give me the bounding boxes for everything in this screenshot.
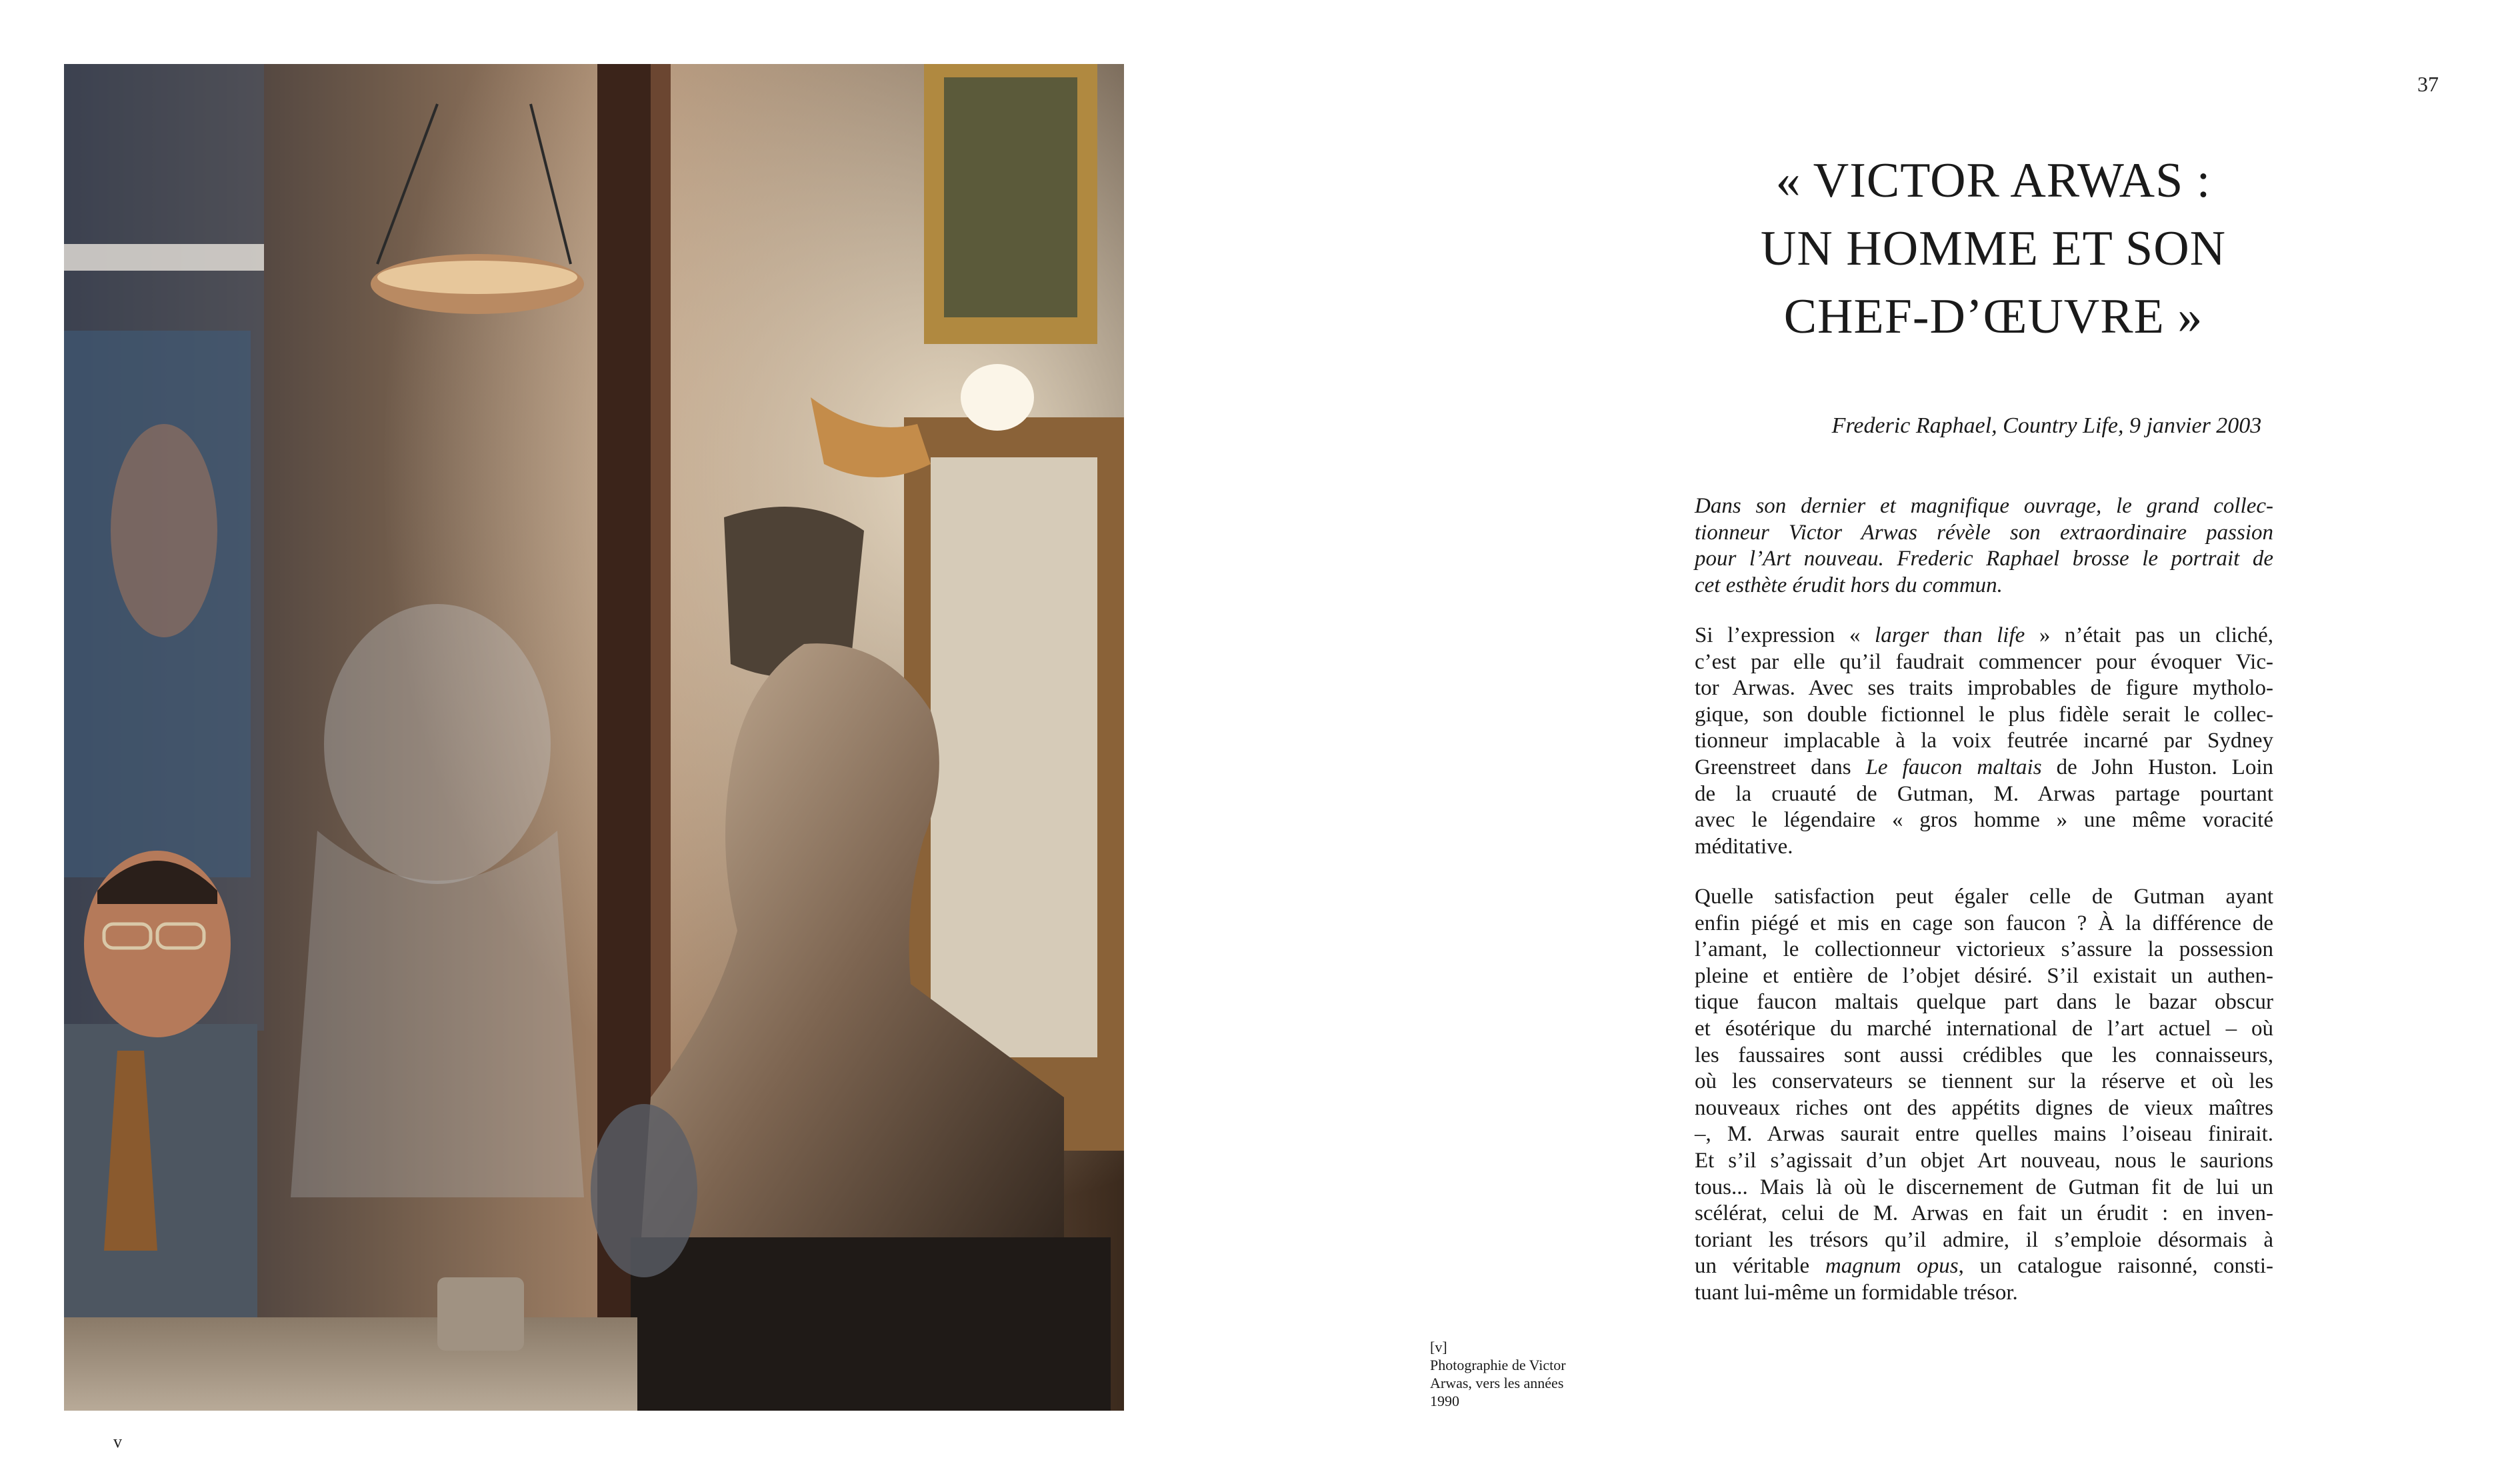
text-line: toriant les trésors qu’il admire, il s’emploie désormais à: [1695, 1227, 2273, 1252]
text-line: tionneur Victor Arwas révèle son extraordinaire passion: [1695, 520, 2273, 545]
text-line: pour l’Art nouveau. Frederic Raphael brosse le portrait de: [1695, 547, 2273, 571]
byline: Frederic Raphael, Country Life, 9 janvier 2003: [1831, 413, 2262, 438]
text-line: Greenstreet dans Le faucon maltais de John Huston. Loin: [1695, 755, 2273, 779]
caption-line: Arwas, vers les années: [1430, 1375, 1564, 1391]
chapter-title: [1627, 147, 2360, 351]
caption-line: Photographie de Victor: [1430, 1357, 1566, 1373]
page-number-left: v: [113, 1432, 122, 1451]
text-line: tique faucon maltais quelque part dans le bazar obscur: [1695, 990, 2273, 1015]
text-line: Dans son dernier et magnifique ouvrage, le grand collec-: [1695, 494, 2273, 518]
text-line: tionneur implacable à la voix feutrée incarné par Sydney: [1695, 729, 2273, 753]
text-line: de la cruauté de Gutman, M. Arwas partage pourtant: [1695, 781, 2273, 806]
text-line: où les conservateurs se tiennent sur la réserve et où les: [1695, 1069, 2273, 1094]
text-line: un véritable magnum opus, un catalogue raisonné, consti-: [1695, 1254, 2274, 1279]
text-line: tor Arwas. Avec ses traits improbables de figure mytholo-: [1695, 676, 2273, 701]
text-line: avec le légendaire « gros homme » une même voracité: [1695, 808, 2273, 833]
text-line: c’est par elle qu’il faudrait commencer pour évoquer Vic-: [1695, 649, 2273, 674]
text-line: Et s’il s’agissait d’un objet Art nouveau, nous le saurions: [1695, 1148, 2273, 1173]
text-line: tuant lui-même un formidable trésor.: [1695, 1280, 2018, 1305]
photograph: [64, 64, 1124, 1411]
body-paragraph-2: [1695, 884, 2273, 1307]
caption-line: [v]: [1430, 1339, 1447, 1355]
text-line: gique, son double fictionnel le plus fidèle serait le collec-: [1695, 702, 2273, 727]
page-number-right: 37: [2417, 72, 2439, 96]
text-line: l’amant, le collectionneur victorieux s’assure la possession: [1695, 937, 2273, 962]
photo-illustration: [64, 64, 1124, 1411]
text-line: nouveaux riches ont des appétits dignes de vieux maîtres: [1695, 1095, 2273, 1120]
text-line: tous... Mais là où le discernement de Gutman fit de lui un: [1695, 1175, 2273, 1199]
lead-paragraph: [1695, 493, 2273, 599]
text-line: méditative.: [1695, 834, 1793, 859]
text-line: pleine et entière de l’objet désiré. S’il existait un authen-: [1695, 963, 2273, 988]
photo-caption: [1430, 1338, 1603, 1410]
text-line: Si l’expression « larger than life » n’était pas un cliché,: [1695, 623, 2273, 647]
title-line: « VICTOR ARWAS :: [1775, 153, 2211, 208]
text-line: les faussaires sont aussi crédibles que les connaisseurs,: [1695, 1043, 2273, 1067]
text-line: enfin piégé et mis en cage son faucon ? À la différence de: [1695, 911, 2273, 935]
text-line: scélérat, celui de M. Arwas en fait un érudit : en inven-: [1695, 1201, 2273, 1226]
title-line: UN HOMME ET SON: [1760, 221, 2227, 276]
body-paragraph-1: [1695, 623, 2273, 860]
title-line: CHEF-D’ŒUVRE »: [1783, 289, 2203, 344]
caption-line: 1990: [1430, 1393, 1459, 1409]
text-line: cet esthète érudit hors du commun.: [1695, 573, 2003, 597]
text-line: –, M. Arwas saurait entre quelles mains l’oiseau finirait.: [1695, 1122, 2273, 1147]
text-line: et ésotérique du marché international de l’art actuel – où: [1695, 1016, 2273, 1041]
text-line: Quelle satisfaction peut égaler celle de Gutman ayant: [1695, 885, 2273, 909]
